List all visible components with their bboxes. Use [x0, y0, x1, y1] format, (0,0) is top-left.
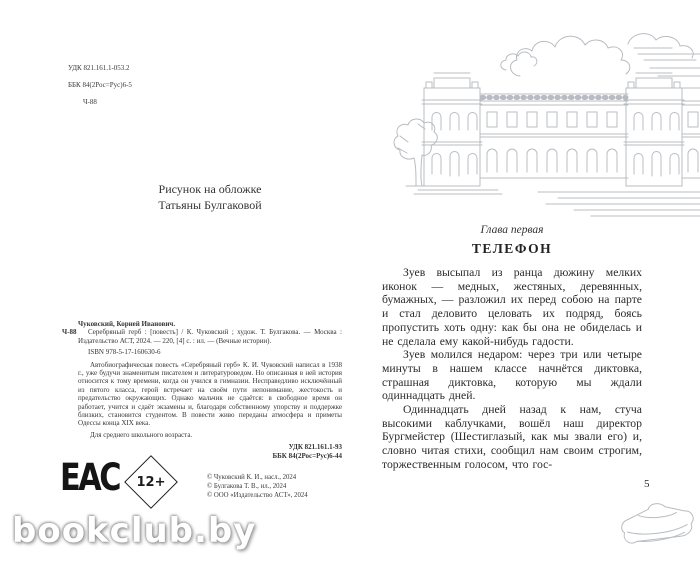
age-rating-badge: [127, 458, 175, 506]
chapter-title: ТЕЛЕФОН: [471, 241, 553, 256]
body-paragraph: Одиннадцать дней назад к нам, стуча высокими каблучками, вошёл наш директор Бургмейстер (Шестиглазый, как мы звали его) и, словно читая стихи, сообщил нам своим строгим, торжественным голосом, что гос-: [382, 403, 642, 471]
body-paragraph: Зуев молился недаром: через три или четыре минуты в нашем классе начнётся диктовка, страшная диктовка, которую мы ждали одиннадцать дней.: [382, 348, 642, 403]
eac-conformity-mark-icon: ЕАС: [60, 456, 120, 499]
chapter-body-text: [382, 266, 642, 472]
bookclub-watermark: bookclub.by: [12, 511, 257, 551]
annotation-paragraph: Автобиографическая повесть «Серебряный герб» К. И. Чуковский написал в 1938 г., уже будучи знаменитым писателем и литературоведом. Но описанная в ней история относится к тому времени, когда он учился в гимназии. Несправедливо исключённый из пятого класса, герой встречает на своём пути непонимание, жестокость и предательство окружающих. Однако мальчик не сдаётся: в свободное время он работает, учится и сдаёт экзамены и, благодаря собственному упорству и поддержке близких, становится студентом. В повести живо переданы атмосфера и приметы Одессы конца XIX века.: [78, 360, 342, 428]
age-note: Для среднего школьного возраста.: [90, 430, 193, 439]
copyright-line: © ООО «Издательство АСТ», 2024: [207, 491, 308, 499]
biblio-entry: [62, 328, 342, 345]
isbn-line: ISBN 978-5-17-160630-6: [88, 348, 161, 357]
body-paragraph: Зуев высыпал из ранца дюжину мелких иконок — медных, жестяных, деревянных, бумажных, — разложил их перед собою на парте и стал деловито целовать их подряд, боясь пропустить хоть одну: как бы она не обиделась и не сделала ему какой-нибудь гадости.: [382, 266, 642, 348]
copyright-line: © Булгакова Т. В., ил., 2024: [207, 482, 287, 490]
sofa-sketch-icon: [612, 492, 700, 552]
copyright-block: [207, 474, 357, 500]
age-rating-text: 12+: [136, 474, 166, 490]
author-sign-code: Ч-88: [83, 97, 97, 106]
biblio-author-heading: Чуковский, Корней Иванович.: [78, 320, 176, 328]
copyright-line: © Чуковский К. И., насл., 2024: [207, 474, 297, 481]
chapter-label: Глава первая: [480, 224, 544, 236]
cover-artist-credit: [110, 181, 310, 213]
cover-credit-line1: Рисунок на обложке: [158, 182, 262, 196]
biblio-index-code: Ч-88: [62, 328, 77, 337]
udk-code-bottom: УДК 821.161.1-93: [288, 443, 342, 452]
bbk-code: ББК 84(2Рос=Рус)6-5: [68, 80, 132, 89]
udk-code: УДК 821.161.1-053.2: [68, 63, 130, 72]
cataloguing-codes-top: [68, 55, 132, 115]
bbk-code-bottom: ББК 84(2Рос=Рус)6-44: [272, 451, 342, 460]
page-number: 5: [644, 478, 650, 490]
bibliographic-block: [62, 320, 342, 460]
cover-credit-line2: Татьяны Булгаковой: [158, 198, 262, 212]
gymnasium-building-illustration: [388, 24, 700, 222]
biblio-description: Серебряный герб : [повесть] / К. Чуковский ; худож. Т. Булгакова. — Москва : Издательство АСТ, 2024. — 220, [4] с. : ил. — (Вечные истории).: [78, 328, 342, 345]
